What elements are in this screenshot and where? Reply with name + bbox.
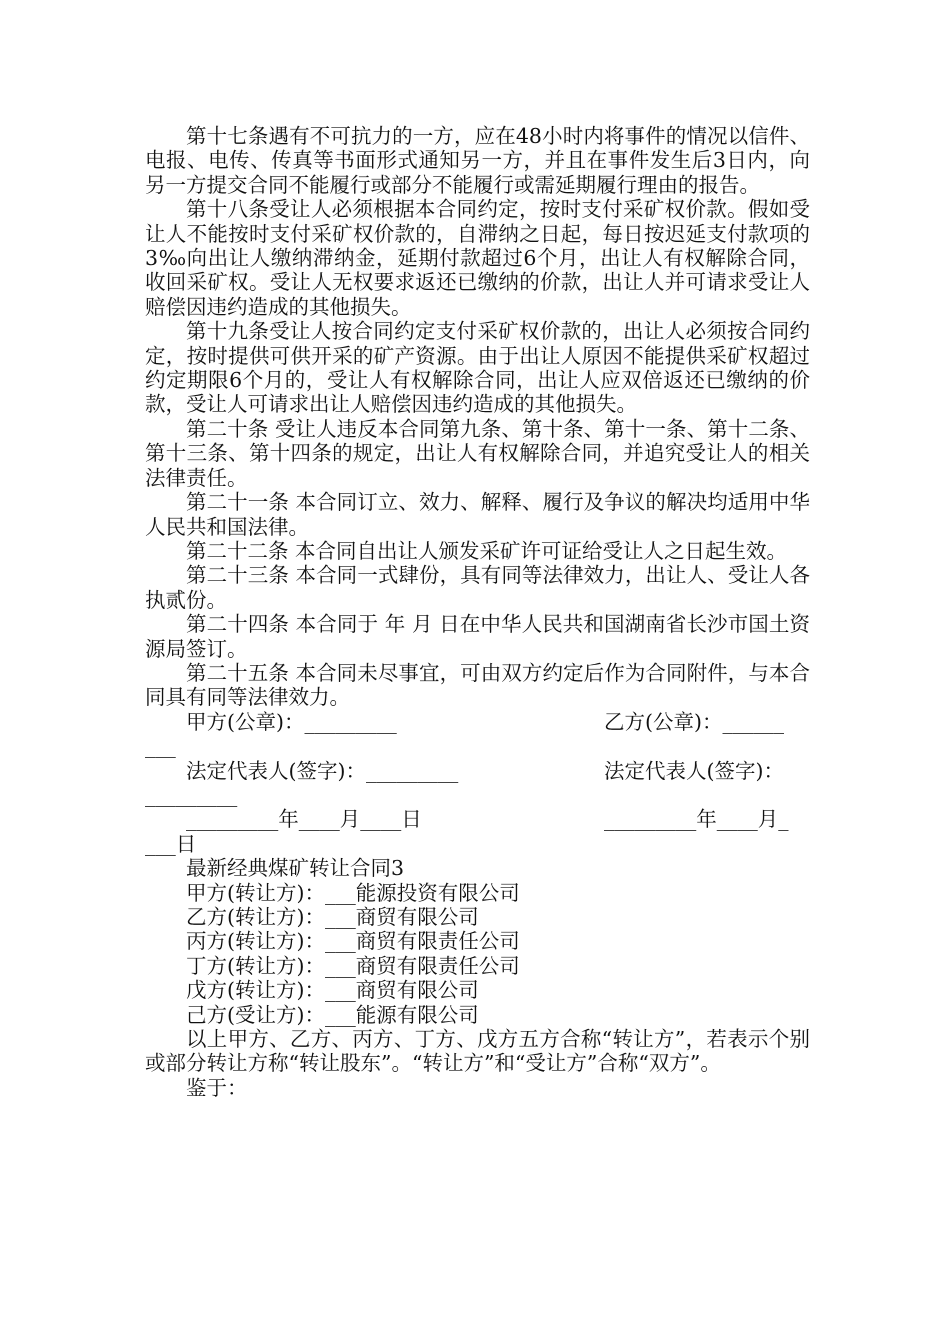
seal-row xyxy=(145,710,810,734)
party-wu: 戊方(转让方)：___商贸有限公司 xyxy=(186,978,479,1003)
contract-3-title: 最新经典煤矿转让合同3 xyxy=(186,856,405,881)
article-20: 第二十条 受让人违反本合同第九条、第十条、第十一条、第十二条、第十三条、第十四条的规定，出让人有权解除合同，并追究受让人的相关法律责任。 xyxy=(145,416,810,490)
whereas-heading: 鉴于： xyxy=(186,1075,248,1100)
party-b-date: _________年____月_ xyxy=(604,807,789,832)
party-list xyxy=(145,881,810,1027)
party-a-date: _________年____月____日 xyxy=(186,807,422,832)
party-b-representative-continued: _________ xyxy=(145,782,238,807)
party-definition: 以上甲方、乙方、丙方、丁方、戊方五方合称“转让方”，若表示个别或部分转让方称“转让股东”。“转让方”和“受让方”合称“双方”。 xyxy=(145,1027,810,1076)
article-23: 第二十三条 本合同一式肆份，具有同等法律效力，出让人、受让人各执贰份。 xyxy=(145,563,810,612)
party-b-date-continued: ___日 xyxy=(145,831,197,856)
article-24: 第二十四条 本合同于 年 月 日在中华人民共和国湖南省长沙市国土资源局签订。 xyxy=(145,612,810,661)
date-row xyxy=(145,807,810,831)
party-jia: 甲方(转让方)：___能源投资有限公司 xyxy=(186,880,520,905)
party-b-seal-continued: ___ xyxy=(145,734,176,759)
signature-block xyxy=(145,710,810,856)
article-19: 第十九条受让人按合同约定支付采矿权价款的，出让人必须按合同约定，按时提供可供开采的矿产资源。由于出让人原因不能提供采矿权超过约定期限6个月的，受让人有权解除合同，出让人应双倍返还已缴纳的价款，受让人可请求出让人赔偿因违约造成的其他损失。 xyxy=(145,319,810,417)
party-a-seal: 甲方(公章)：_________ xyxy=(186,709,397,734)
article-25: 第二十五条 本合同未尽事宜，可由双方约定后作为合同附件，与本合同具有同等法律效力。 xyxy=(145,660,810,710)
document-page xyxy=(145,124,810,1100)
representative-row xyxy=(145,759,810,783)
party-bing: 丙方(转让方)：___商贸有限责任公司 xyxy=(186,929,520,954)
party-b-seal: 乙方(公章)：______ xyxy=(604,709,784,734)
article-22: 第二十二条 本合同自出让人颁发采矿许可证给受让人之日起生效。 xyxy=(186,538,788,563)
party-ding: 丁方(转让方)：___商贸有限责任公司 xyxy=(186,953,520,978)
article-21: 第二十一条 本合同订立、效力、解释、履行及争议的解决均适用中华人民共和国法律。 xyxy=(145,490,810,539)
party-yi: 乙方(转让方)：___商贸有限公司 xyxy=(186,905,479,929)
party-a-representative: 法定代表人(签字)：_________ xyxy=(186,758,459,783)
party-ji: 己方(受让方)：___能源有限公司 xyxy=(186,1002,479,1027)
article-17: 第十七条遇有不可抗力的一方，应在48小时内将事件的情况以信件、电报、电传、传真等书面形式通知另一方，并且在事件发生后3日内，向另一方提交合同不能履行或部分不能履行或需延期履行理由的报告。 xyxy=(145,124,810,197)
article-18: 第十八条受让人必须根据本合同约定，按时支付采矿权价款。假如受让人不能按时支付采矿权价款的，自滞纳之日起，每日按迟延支付款项的3‰向出让人缴纳滞纳金，延期付款超过6个月，出让人有权解除合同，收回采矿权。受让人无权要求返还已缴纳的价款，出让人并可请求受让人赔偿因违约造成的其他损失。 xyxy=(145,197,810,319)
party-b-representative: 法定代表人(签字)： xyxy=(604,758,784,783)
